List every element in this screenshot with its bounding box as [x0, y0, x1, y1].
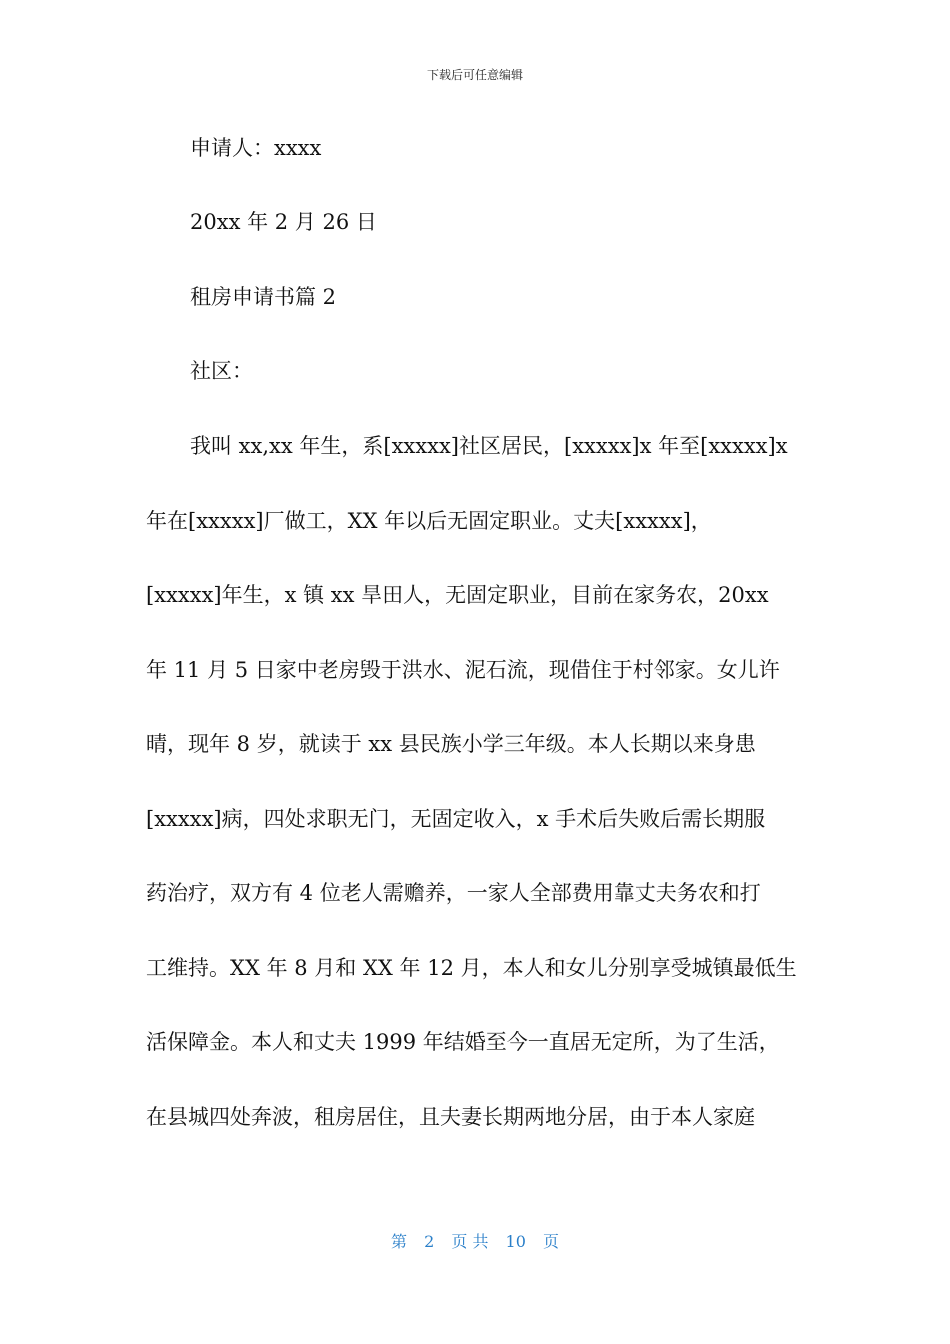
footer-page-number: 2	[424, 1232, 435, 1251]
date-line: 20xx 年 2 月 26 日	[190, 210, 377, 234]
salutation: 社区：	[190, 359, 253, 383]
body-line: 晴，现年 8 岁，就读于 xx 县民族小学三年级。本人长期以来身患	[146, 732, 756, 756]
footer-total-pages: 10	[505, 1232, 526, 1251]
body-line: 工维持。XX 年 8 月和 XX 年 12 月，本人和女儿分别享受城镇最低生	[146, 956, 797, 980]
footer-middle: 页 共	[451, 1232, 489, 1251]
body-line: [xxxxx]病，四处求职无门，无固定收入，x 手术后失败后需长期服	[146, 807, 766, 831]
body-line: [xxxxx]年生，x 镇 xx 旱田人，无固定职业，目前在家务农，20xx	[146, 583, 769, 607]
body-line: 年 11 月 5 日家中老房毁于洪水、泥石流，现借住于村邻家。女儿许	[146, 658, 780, 682]
footer-suffix: 页	[543, 1232, 560, 1251]
body-line: 年在[xxxxx]厂做工，XX 年以后无固定职业。丈夫[xxxxx]，	[146, 509, 712, 533]
body-line: 活保障金。本人和丈夫 1999 年结婚至今一直居无定所，为了生活，	[146, 1030, 780, 1054]
section-title: 租房申请书篇 2	[190, 285, 337, 309]
page-header-note: 下载后可任意编辑	[426, 68, 523, 82]
body-line: 在县城四处奔波，租房居住，且夫妻长期两地分居，由于本人家庭	[146, 1105, 755, 1129]
body-line: 我叫 xx,xx 年生，系[xxxxx]社区居民，[xxxxx]x 年至[xxxxx]x	[190, 434, 788, 458]
footer-prefix: 第	[390, 1232, 407, 1251]
applicant-line: 申请人：xxxx	[190, 136, 322, 160]
body-line: 药治疗，双方有 4 位老人需赡养，一家人全部费用靠丈夫务农和打	[146, 881, 761, 905]
page-footer	[0, 1229, 950, 1252]
